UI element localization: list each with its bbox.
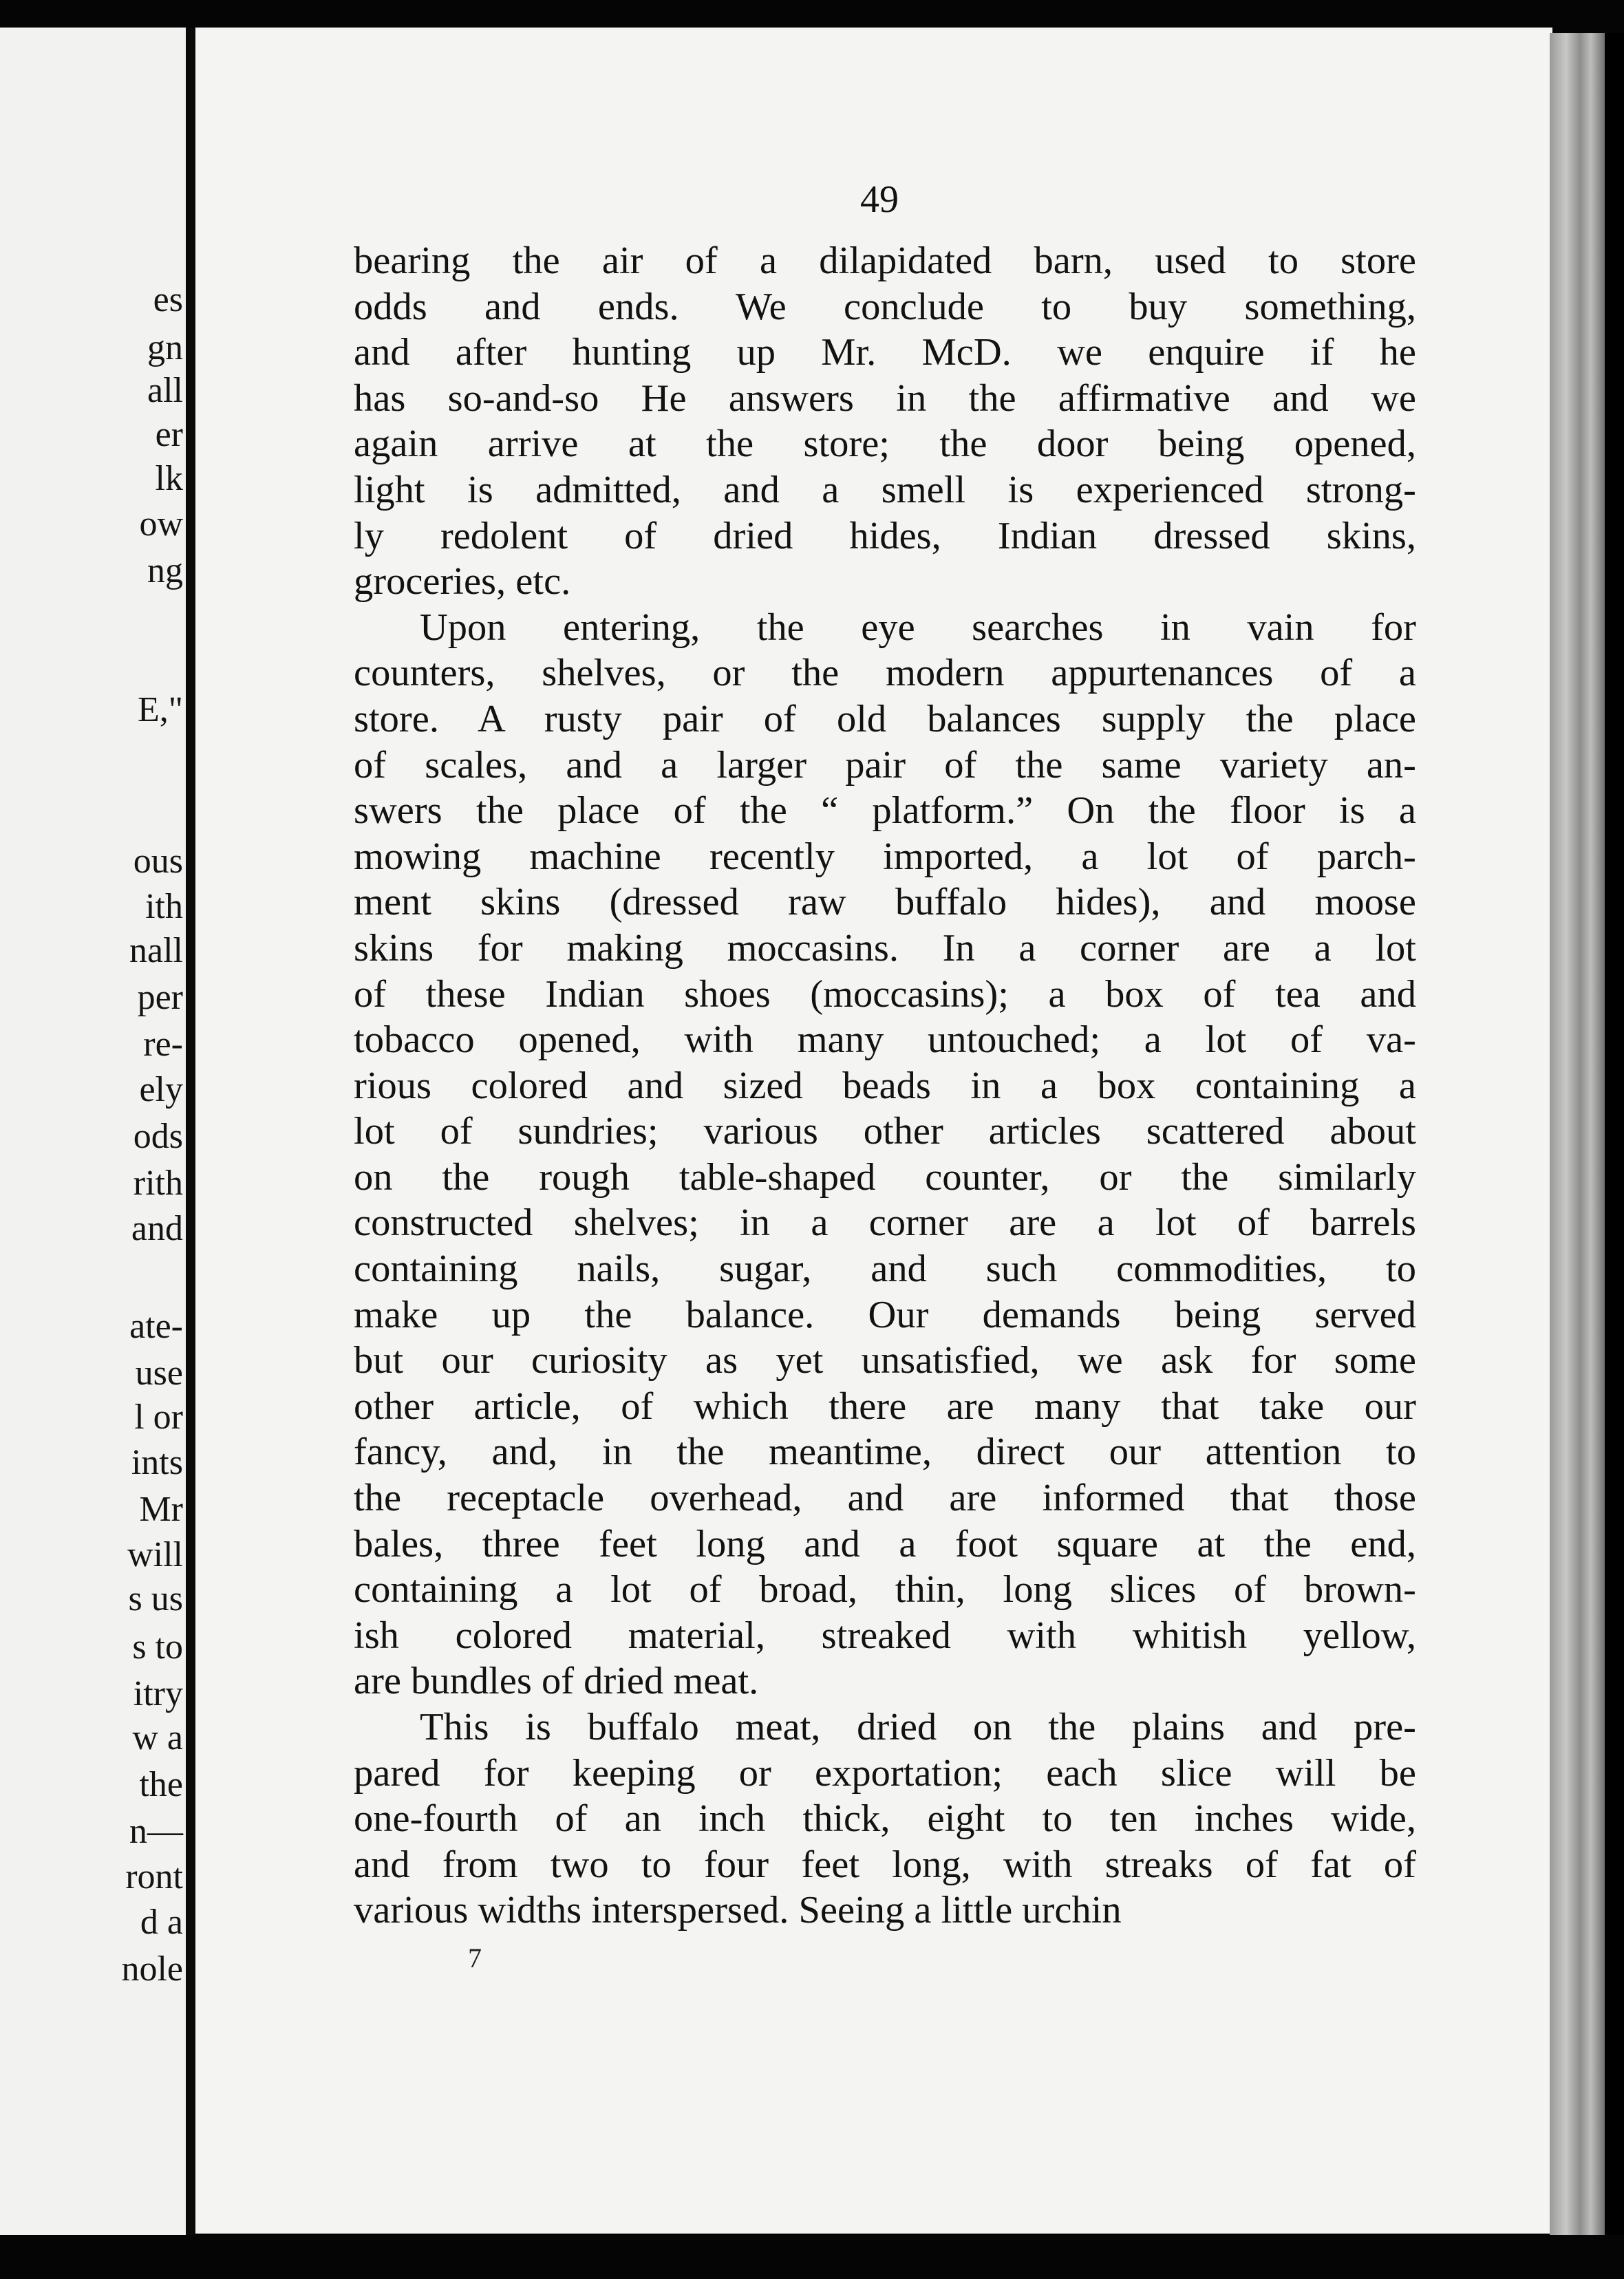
left-page-fragment: ng bbox=[147, 551, 183, 590]
text-line: groceries, etc. bbox=[354, 560, 571, 603]
text-line: again arrive at the store; the door being opened, bbox=[354, 422, 1416, 466]
text-line: bearing the air of a dilapidated barn, used to store bbox=[354, 239, 1416, 282]
left-page-fragment: lk bbox=[155, 459, 183, 498]
left-page-fragment: nole bbox=[121, 1949, 183, 1989]
text-line: ish colored material, streaked with whitish yellow, bbox=[354, 1614, 1416, 1657]
text-line: This is buffalo meat, dried on the plains and pre- bbox=[420, 1706, 1416, 1748]
text-line: make up the balance. Our demands being served bbox=[354, 1293, 1416, 1336]
left-page-fragment: ow bbox=[139, 504, 183, 544]
page-stack-edge bbox=[1550, 33, 1605, 2235]
text-line: bales, three feet long and a foot square at the end, bbox=[354, 1522, 1416, 1565]
text-line: skins for making moccasins. In a corner are a lot bbox=[354, 926, 1416, 970]
text-line: ment skins (dressed raw buffalo hides), and moose bbox=[354, 881, 1416, 924]
text-line: on the rough table-shaped counter, or the similarly bbox=[354, 1155, 1416, 1199]
left-page-fragment: rith bbox=[133, 1164, 183, 1203]
left-page-fragment: es bbox=[153, 280, 183, 319]
text-line: light is admitted, and a smell is experienced strong- bbox=[354, 468, 1416, 511]
page-number: 49 bbox=[860, 178, 899, 221]
text-line: other article, of which there are many that take our bbox=[354, 1384, 1416, 1428]
text-line: swers the place of the “ platform.” On the floor is a bbox=[354, 789, 1416, 833]
text-line: mowing machine recently imported, a lot of parch- bbox=[354, 835, 1416, 878]
text-line: odds and ends. We conclude to buy something, bbox=[354, 285, 1416, 328]
left-page-fragment: w a bbox=[132, 1718, 183, 1757]
left-page-fragment: ely bbox=[139, 1070, 183, 1109]
body-text bbox=[354, 238, 1416, 1934]
text-line: store. A rusty pair of old balances supply the place bbox=[354, 697, 1416, 740]
left-page-fragment: ront bbox=[125, 1857, 183, 1896]
left-page-fragment: the bbox=[139, 1765, 183, 1804]
left-page-fragment: use bbox=[135, 1354, 183, 1393]
left-page-fragment: E," bbox=[138, 690, 183, 729]
left-page-fragment: d a bbox=[140, 1903, 183, 1942]
left-page-fragment: l or bbox=[134, 1398, 183, 1437]
left-page-fragment: ous bbox=[133, 842, 183, 881]
text-line: containing nails, sugar, and such commodities, to bbox=[354, 1248, 1416, 1291]
text-line: are bundles of dried meat. bbox=[354, 1660, 759, 1703]
scan-border-bottom bbox=[0, 2235, 1624, 2279]
paragraph bbox=[354, 1704, 1416, 1934]
left-page-fragment: ods bbox=[133, 1117, 183, 1156]
left-page-fragment: ate- bbox=[129, 1307, 183, 1346]
left-page-fragment: er bbox=[155, 415, 183, 454]
text-line: and from two to four feet long, with streaks of fat of bbox=[354, 1843, 1416, 1886]
text-line: counters, shelves, or the modern appurtenances of a bbox=[354, 652, 1416, 695]
paragraph bbox=[354, 605, 1416, 1704]
left-page-fragment: all bbox=[147, 371, 183, 410]
left-page-fragment: s to bbox=[132, 1627, 183, 1667]
left-page-fragment: will bbox=[127, 1535, 183, 1574]
left-page-fragment: and bbox=[131, 1209, 183, 1248]
text-line: Upon entering, the eye searches in vain for bbox=[420, 606, 1416, 649]
text-line: containing a lot of broad, thin, long slices of brown- bbox=[354, 1568, 1416, 1612]
text-line: various widths interspersed. Seeing a little urchin bbox=[354, 1889, 1122, 1932]
gutter-shadow bbox=[186, 28, 195, 2250]
text-line: has so-and-so He answers in the affirmative and we bbox=[354, 376, 1416, 420]
left-page-fragment: s us bbox=[128, 1579, 183, 1618]
left-page-edge bbox=[0, 28, 189, 2250]
text-line: pared for keeping or exportation; each slice will be bbox=[354, 1751, 1416, 1795]
paragraph bbox=[354, 238, 1416, 605]
text-line: and after hunting up Mr. McD. we enquire if he bbox=[354, 331, 1416, 374]
text-line: rious colored and sized beads in a box containing a bbox=[354, 1064, 1416, 1107]
text-line: lot of sundries; various other articles scattered about bbox=[354, 1110, 1416, 1153]
left-page-fragment: re- bbox=[143, 1025, 183, 1064]
left-page-fragment: ith bbox=[145, 887, 183, 926]
signature-mark: 7 bbox=[468, 1943, 482, 1973]
text-line: but our curiosity as yet unsatisfied, we ask for some bbox=[354, 1339, 1416, 1382]
left-page-fragment: nall bbox=[129, 931, 183, 970]
text-line: tobacco opened, with many untouched; a lot of va- bbox=[354, 1018, 1416, 1062]
text-line: constructed shelves; in a corner are a lot of barrels bbox=[354, 1201, 1416, 1245]
text-line: fancy, and, in the meantime, direct our attention to bbox=[354, 1431, 1416, 1474]
left-page-fragment: Mr bbox=[139, 1490, 183, 1529]
text-line: of these Indian shoes (moccasins); a box of tea and bbox=[354, 972, 1416, 1016]
text-line: one-fourth of an inch thick, eight to ten inches wide, bbox=[354, 1797, 1416, 1841]
text-line: ly redolent of dried hides, Indian dressed skins, bbox=[354, 514, 1416, 557]
left-page-fragment: per bbox=[137, 978, 183, 1017]
left-page-fragment: gn bbox=[147, 328, 183, 367]
left-page-fragment: ints bbox=[131, 1443, 183, 1482]
left-page-fragment: n— bbox=[129, 1812, 183, 1851]
left-page-fragment: itry bbox=[133, 1674, 183, 1713]
text-line: of scales, and a larger pair of the same variety an- bbox=[354, 743, 1416, 787]
text-line: the receptacle overhead, and are informed that those bbox=[354, 1477, 1416, 1520]
